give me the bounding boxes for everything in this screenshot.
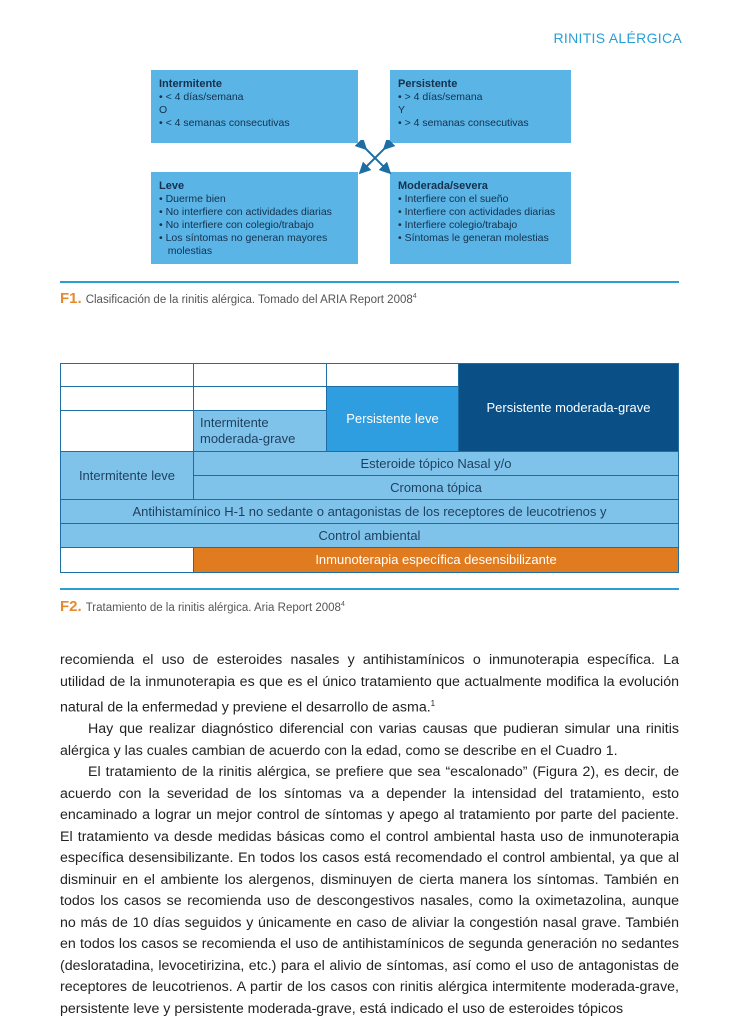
row-antihistaminico: Antihistamínico H-1 no sedante o antagonistas de los receptores de leucotrienos y	[60, 499, 679, 524]
row-cromona-topica: Cromona tópica	[193, 475, 679, 500]
box-line: • < 4 semanas consecutivas	[159, 117, 290, 129]
paragraph	[60, 650, 679, 719]
box-line: • Síntomas le generan molestias	[398, 232, 549, 244]
cross-arrows-icon	[355, 140, 395, 176]
figure1-caption-text: Clasificación de la rinitis alérgica. Tomado del ARIA Report 2008	[85, 294, 413, 306]
box-line: • No interfiere con actividades diarias	[159, 206, 332, 218]
table-empty-cell	[60, 363, 194, 387]
figure2-caption	[60, 598, 345, 615]
row-control-ambiental: Control ambiental	[60, 523, 679, 548]
classification-box-intermitente	[151, 70, 358, 143]
box-line: • > 4 días/semana	[398, 91, 483, 103]
table-empty-cell	[193, 363, 327, 387]
figure2-rule	[60, 588, 679, 590]
box-line: molestias	[159, 245, 213, 257]
classification-box-leve	[151, 172, 358, 264]
footnote-ref: 1	[430, 699, 436, 708]
box-line: • Interfiere colegio/trabajo	[398, 219, 518, 231]
col-intermitente-leve: Intermitente leve	[60, 451, 194, 500]
box-line: Y	[398, 104, 406, 116]
figure2-caption-text: Tratamiento de la rinitis alérgica. Aria Report 2008	[85, 602, 341, 614]
classification-box-moderada-severa	[390, 172, 571, 264]
figure1-caption-ref: 4	[412, 293, 417, 301]
figure1-rule	[60, 281, 679, 283]
table-empty-cell	[60, 547, 194, 573]
box-title: Intermitente	[159, 78, 222, 90]
table-empty-cell	[326, 363, 459, 387]
figure2-caption-ref: 4	[340, 601, 345, 609]
table-empty-cell	[60, 410, 194, 452]
box-title: Leve	[159, 180, 185, 192]
classification-box-persistente	[390, 70, 571, 143]
running-header: RINITIS ALÉRGICA	[553, 30, 682, 46]
paragraph-text: recomienda el uso de esteroides nasales y antihistamínicos o inmunoterapia específica. La utilidad de la inmunoterapia es que es el único tratamiento que actualmente modifica la evolución natural de la enfermedad y previene el desarrollo de asma.	[60, 652, 679, 716]
paragraph: El tratamiento de la rinitis alérgica, se prefiere que sea “escalonado” (Figura 2), es decir, de acuerdo con la severidad de los síntomas va a depender la intensidad del tratamiento, esto encaminado a lograr un mejor control de síntomas y apego al tratamiento por parte del paciente. El tratamiento va desde medidas básicas como el control ambiental hasta uso de inmunoterapia específica desensibilizante. En todos los casos está recomendado el control ambiental, ya que al disminuir en el ambiente los alergenos, disminuyen de cierta manera los síntomas. También en todos los casos se recomienda uso de descongestivos nasales, como la oximetazolina, aunque no más de 10 días seguidos y únicamente en caso de aliviar la congestión nasal grave. También en todos los casos se recomienda el uso de antihistamínicos de segunda generación no sedantes (desloratadina, levocetirizina, etc.) para el alivio de síntomas, así como el uso de antagonistas de receptores de leucotrienos. A partir de los casos con rinitis alérgica intermitente moderada-grave, persistente leve y persistente moderada-grave, está indicado el uso de esteroides tópicos	[60, 764, 679, 1017]
box-line: • Interfiere con el sueño	[398, 193, 509, 205]
box-line: O	[159, 104, 168, 116]
box-line: • > 4 semanas consecutivas	[398, 117, 529, 129]
box-line: • No interfiere con colegio/trabajo	[159, 219, 314, 231]
treatment-table	[60, 363, 679, 573]
box-title: Persistente	[398, 78, 458, 90]
box-line: • < 4 días/semana	[159, 91, 244, 103]
box-line: • Los síntomas no generan mayores	[159, 232, 328, 244]
box-line: • Duerme bien	[159, 193, 226, 205]
figure2-label: F2.	[60, 598, 82, 615]
col-persistente-moderada-grave: Persistente moderada-grave	[458, 363, 679, 452]
figure1-label: F1.	[60, 290, 82, 307]
col-persistente-leve: Persistente leve	[326, 386, 459, 452]
row-esteroide-topico: Esteroide tópico Nasal y/o	[193, 451, 679, 476]
body-text	[60, 650, 679, 1020]
table-empty-cell	[193, 386, 327, 411]
box-title: Moderada/severa	[398, 180, 488, 192]
table-empty-cell	[60, 386, 194, 411]
row-inmunoterapia: Inmunoterapia específica desensibilizante	[193, 547, 679, 573]
col-intermitente-moderada: Intermitente moderada-grave	[193, 410, 327, 452]
box-line: • Interfiere con actividades diarias	[398, 206, 556, 218]
figure1-caption	[60, 290, 417, 307]
paragraph: Hay que realizar diagnóstico diferencial con varias causas que pudieran simular una rinitis alérgica y las cuales cambian de acuerdo con la edad, como se describe en el Cuadro 1.	[60, 721, 679, 759]
